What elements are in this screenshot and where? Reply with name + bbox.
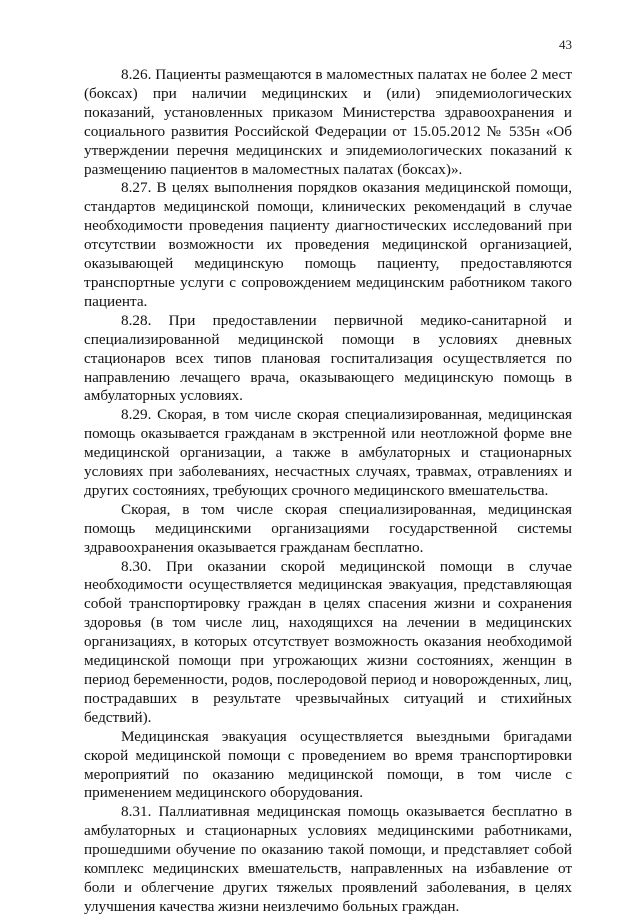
paragraph-8-30: 8.30. При оказании скорой медицинской помощи в случае необходимости осуществляется медицинская эвакуация, представляющая собой транспортировку граждан в целях спасения жизни и сохранения здоровья (в том числе лиц, находящихся на лечении в медицинских организациях, в которых отсутствует возможность оказания необходимой медицинской помощи при угрожающих жизни состояниях, женщин в период беременности, родов, послеродовой период и новорожденных, лиц, пострадавших в результате чрезвычайных ситуаций и стихийных бедствий). [84,557,572,726]
paragraph-medical-evacuation: Медицинская эвакуация осуществляется выездными бригадами скорой медицинской помощи с проведением во время транспортировки мероприятий по оказанию медицинской помощи, в том числе с применением медицинского оборудования. [84,727,572,802]
paragraph-8-31: 8.31. Паллиативная медицинская помощь оказывается бесплатно в амбулаторных и стационарных условиях медицинскими работниками, прошедшими обучение по оказанию такой помощи, и представляет собой комплекс медицинских вмешательств, направленных на избавление от боли и облегчение других тяжелых проявлений заболевания, в целях улучшения качества жизни неизлечимо больных граждан. [84,803,572,915]
page-number: 43 [559,37,572,52]
paragraph-8-26: 8.26. Пациенты размещаются в маломестных палатах не более 2 мест (боксах) при наличии медицинских и (или) эпидемиологических показаний, установленных приказом Министерства здравоохранения и социального развития Российской Федерации от 15.05.2012 № 535н «Об утверждении перечня медицинских и эпидемиологических показаний к размещению пациентов в маломестных палатах (боксах)». [84,66,572,178]
paragraph-8-28: 8.28. При предоставлении первичной медико-санитарной и специализированной медицинской помощи в условиях дневных стационаров всех типов плановая госпитализация осуществляется по направлению лечащего врача, оказывающего медицинскую помощь в амбулаторных условиях. [84,311,572,405]
paragraph-ambulance-free: Скорая, в том числе скорая специализированная, медицинская помощь медицинскими организациями государственной системы здравоохранения оказывается гражданам бесплатно. [84,500,572,556]
paragraph-8-29: 8.29. Скорая, в том числе скорая специализированная, медицинская помощь оказывается гражданам в экстренной или неотложной форме вне медицинской организации, а также в амбулаторных и стационарных условиях при заболеваниях, несчастных случаях, травмах, отравлениях и других состояниях, требующих срочного медицинского вмешательства. [84,406,572,499]
paragraph-8-27: 8.27. В целях выполнения порядков оказания медицинской помощи, стандартов медицинской помощи, клинических рекомендаций в случае необходимости проведения пациенту диагностических исследований при отсутствии возможности их проведения медицинской организацией, оказывающей медицинскую помощь пациенту, предоставляются транспортные услуги с сопровождением медицинским работником такого пациента. [84,179,572,310]
document-body [84,66,572,917]
